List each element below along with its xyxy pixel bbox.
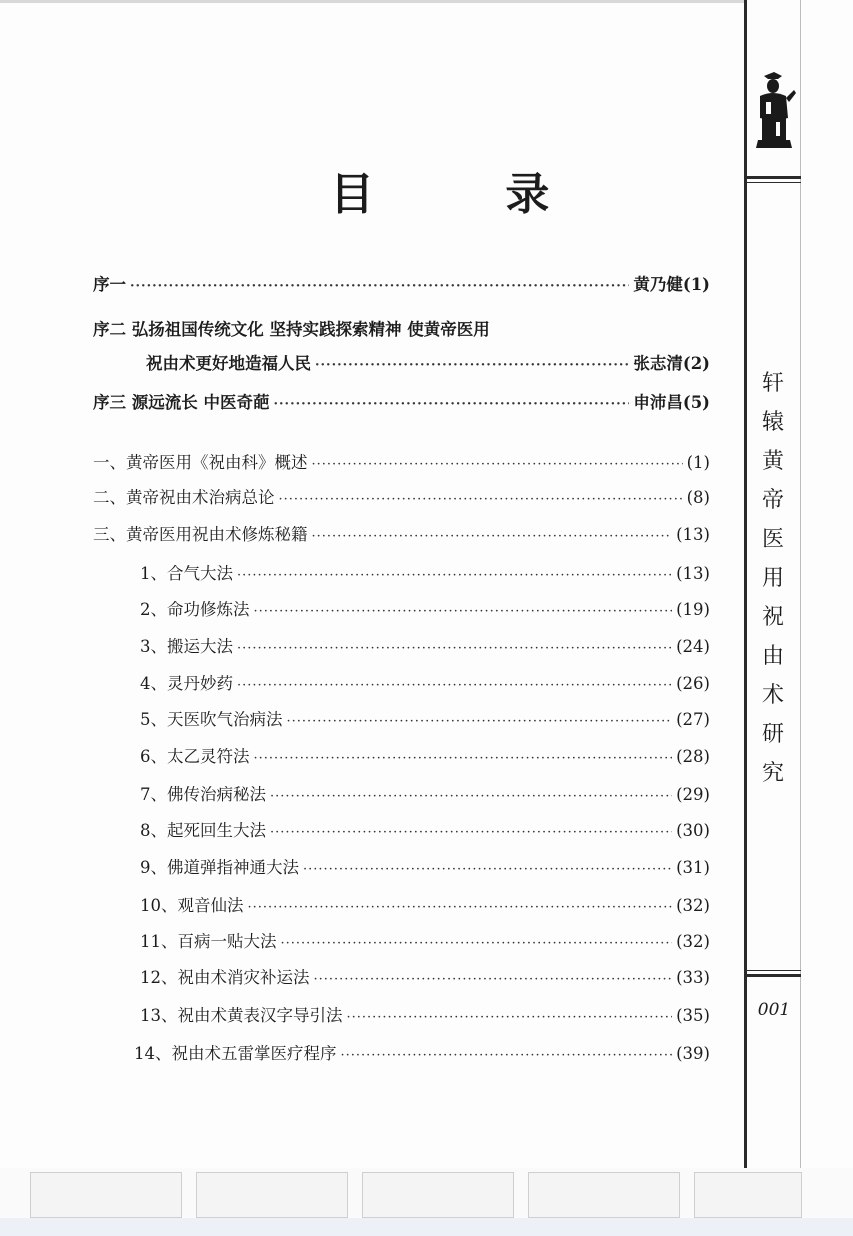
dot-leader <box>248 896 673 920</box>
toc-label: 序三 源远流长 中医奇葩 <box>93 393 270 412</box>
toc-label: 10、观音仙法 <box>140 896 244 915</box>
dot-leader <box>314 968 673 992</box>
dot-leader <box>130 275 629 299</box>
dot-leader <box>270 785 672 809</box>
toc-chapter-2 <box>93 486 710 510</box>
vertical-title-char: 医 <box>761 527 784 552</box>
toc-page-ref: (39) <box>676 1044 710 1063</box>
dot-leader <box>274 393 630 417</box>
dot-leader <box>254 600 673 624</box>
margin-rule-top-thin <box>747 182 801 183</box>
dot-leader <box>254 747 673 771</box>
scholar-figure-icon <box>752 70 796 152</box>
toc-label: 9、佛道弹指神通大法 <box>140 858 299 877</box>
dot-leader <box>270 821 672 845</box>
toc-chapter-3 <box>93 523 710 547</box>
toc-section-7 <box>140 783 710 807</box>
margin-rule-top <box>747 176 801 179</box>
margin-rule-bottom <box>747 974 801 977</box>
toc-label: 三、黄帝医用祝由术修炼秘籍 <box>93 525 308 544</box>
scan-artifact-box <box>362 1172 514 1218</box>
toc-chapter-1 <box>93 451 710 475</box>
toc-page-ref: 黄乃健(1) <box>633 275 710 294</box>
toc-section-11 <box>140 930 710 954</box>
page-top-edge <box>0 0 745 3</box>
toc-label: 二、黄帝祝由术治病总论 <box>93 488 275 507</box>
toc-section-9 <box>140 856 710 880</box>
dot-leader <box>303 858 672 882</box>
toc-preface-2-line-2 <box>146 352 710 376</box>
dot-leader <box>312 453 683 477</box>
toc-section-12 <box>140 966 710 990</box>
toc-section-3 <box>140 635 710 659</box>
toc-section-2 <box>140 598 710 622</box>
vertical-title-char: 帝 <box>761 488 784 513</box>
scan-artifact-box <box>694 1172 802 1218</box>
toc-section-5 <box>140 708 710 732</box>
toc-section-13 <box>140 1004 710 1028</box>
toc-label: 7、佛传治病秘法 <box>140 785 266 804</box>
vertical-title-char: 研 <box>761 722 784 747</box>
toc-page-ref: (27) <box>676 710 710 729</box>
toc-label: 序一 <box>93 275 126 294</box>
margin-rule-bottom-thin <box>747 970 801 971</box>
toc-label: 1、合气大法 <box>140 564 233 583</box>
toc-label: 13、祝由术黄表汉字导引法 <box>140 1006 343 1025</box>
toc-label: 12、祝由术消灾补运法 <box>140 968 310 987</box>
vertical-title-char: 轩 <box>761 371 784 396</box>
toc-page-ref: (29) <box>676 785 710 804</box>
dot-leader <box>281 932 673 956</box>
dot-leader <box>341 1044 673 1068</box>
toc-preface-1 <box>93 273 710 297</box>
dot-leader <box>237 674 672 698</box>
toc-label: 序二 弘扬祖国传统文化 坚持实践探索精神 使黄帝医用 <box>93 320 490 339</box>
toc-page-ref: (26) <box>676 674 710 693</box>
dot-leader <box>279 488 683 512</box>
toc-page-ref: (19) <box>676 600 710 619</box>
toc-page-ref: (31) <box>676 858 710 877</box>
dot-leader <box>315 354 629 378</box>
toc-page-ref: (33) <box>676 968 710 987</box>
toc-page-ref: (35) <box>676 1006 710 1025</box>
toc-page-ref: (13) <box>676 564 710 583</box>
vertical-title-char: 辕 <box>761 410 784 435</box>
toc-label: 11、百病一贴大法 <box>140 932 277 951</box>
toc-page-ref: (13) <box>676 525 710 544</box>
toc-page-ref: 申沛昌(5) <box>633 393 710 412</box>
toc-label: 6、太乙灵符法 <box>140 747 250 766</box>
toc-preface-2-line-1 <box>93 318 710 342</box>
vertical-title-char: 究 <box>761 761 784 786</box>
dot-leader <box>237 637 672 661</box>
toc-preface-3 <box>93 391 710 415</box>
vertical-book-title <box>757 364 789 793</box>
toc-page-ref: (1) <box>686 453 710 472</box>
page-title: 目 录 <box>330 169 608 220</box>
toc-label: 5、天医吹气治病法 <box>140 710 283 729</box>
vertical-title-char: 术 <box>761 683 784 708</box>
toc-section-6 <box>140 745 710 769</box>
scan-artifact-box <box>196 1172 348 1218</box>
page-number: 001 <box>757 1000 791 1020</box>
toc-page-ref: (24) <box>676 637 710 656</box>
vertical-title-char: 黄 <box>761 449 784 474</box>
dot-leader <box>237 564 672 588</box>
dot-leader <box>287 710 673 734</box>
toc-label: 8、起死回生大法 <box>140 821 266 840</box>
toc-label: 祝由术更好地造福人民 <box>146 354 311 373</box>
toc-section-8 <box>140 819 710 843</box>
toc-page-ref: (32) <box>676 896 710 915</box>
toc-label: 一、黄帝医用《祝由科》概述 <box>93 453 308 472</box>
toc-page-ref: (32) <box>676 932 710 951</box>
scan-artifact-box <box>30 1172 182 1218</box>
toc-page-ref: (30) <box>676 821 710 840</box>
toc-page-ref: (28) <box>676 747 710 766</box>
toc-label: 4、灵丹妙药 <box>140 674 233 693</box>
toc-label: 14、祝由术五雷掌医疗程序 <box>134 1044 337 1063</box>
vertical-title-char: 由 <box>761 644 784 669</box>
toc-section-1 <box>140 562 710 586</box>
vertical-title-char: 祝 <box>761 605 784 630</box>
scan-artifact-box <box>528 1172 680 1218</box>
viewer-bottom-strip <box>0 1218 853 1236</box>
dot-leader <box>347 1006 673 1030</box>
toc-page-ref: 张志清(2) <box>633 354 710 373</box>
toc-label: 3、搬运大法 <box>140 637 233 656</box>
toc-section-14 <box>134 1042 710 1066</box>
dot-leader <box>312 525 673 549</box>
toc-page-ref: (8) <box>686 488 710 507</box>
vertical-title-char: 用 <box>761 566 784 591</box>
toc-section-10 <box>140 894 710 918</box>
toc-section-4 <box>140 672 710 696</box>
toc-label: 2、命功修炼法 <box>140 600 250 619</box>
